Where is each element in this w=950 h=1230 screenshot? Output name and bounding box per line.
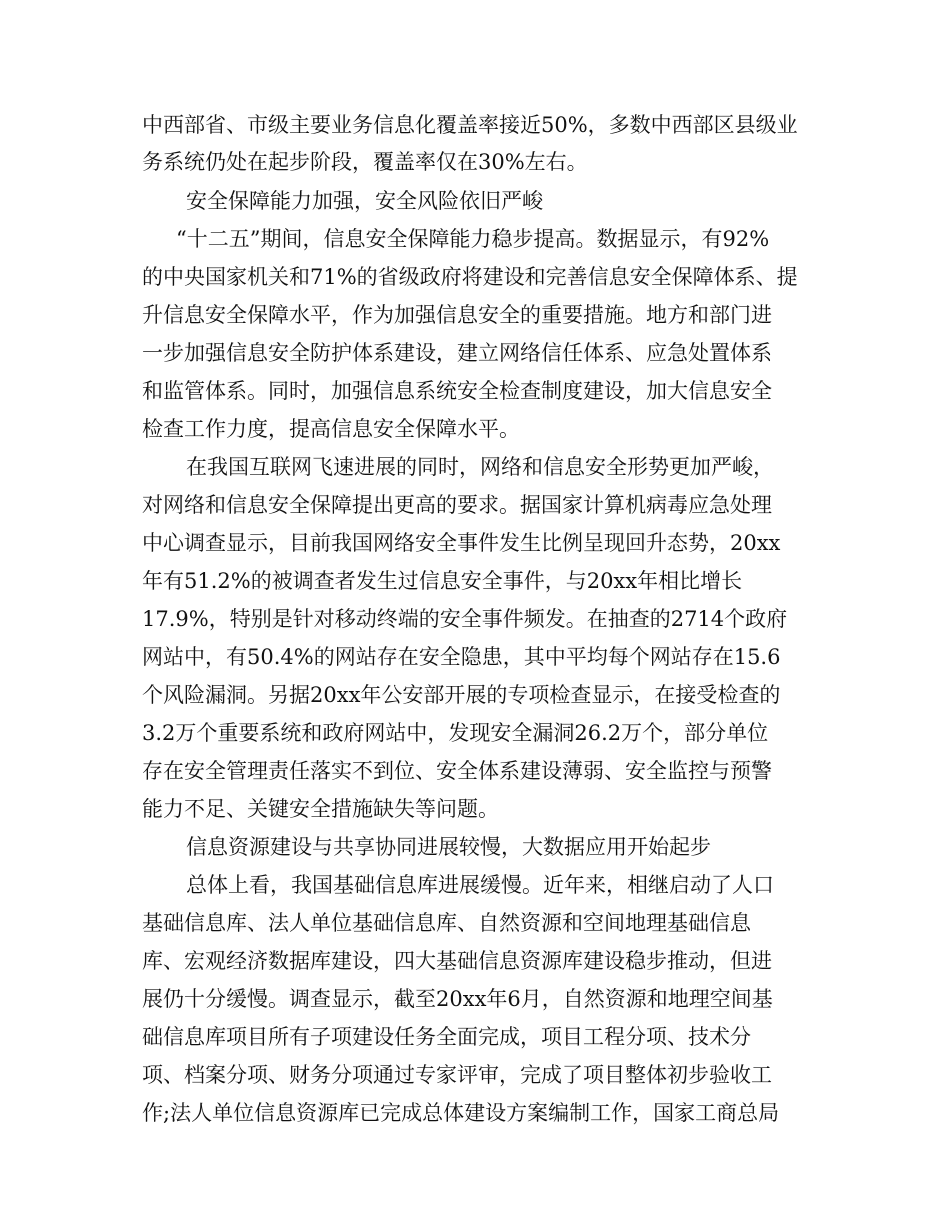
paragraph-start: 在我国互联网飞速进展的同时，网络和信息安全形势更加严峻， xyxy=(186,455,774,479)
text-line: 和监管体系。同时，加强信息系统安全检查制度建设，加大信息安全 xyxy=(142,379,772,403)
text-line: 基础信息库、法人单位基础信息库、自然资源和空间地理基础信息 xyxy=(142,911,751,935)
text-line: 个风险漏洞。另据20xx年公安部开展的专项检查显示，在接受检查的 xyxy=(142,683,781,707)
text-line: 库、宏观经济数据库建设，四大基础信息资源库建设稳步推动，但进 xyxy=(142,949,772,973)
text-line: 对网络和信息安全保障提出更高的要求。据国家计算机病毒应急处理 xyxy=(142,493,772,517)
text-line: 础信息库项目所有子项建设任务全面完成，项目工程分项、技术分 xyxy=(142,1025,751,1049)
text-line: 一步加强信息安全防护体系建设，建立网络信任体系、应急处置体系 xyxy=(142,341,772,365)
text-line: 务系统仍处在起步阶段，覆盖率仅在30%左右。 xyxy=(142,150,588,174)
text-line: 的中央国家机关和71%的省级政府将建设和完善信息安全保障体系、提 xyxy=(142,265,798,289)
text-line: 年有51.2%的被调查者发生过信息安全事件，与20xx年相比增长 xyxy=(142,569,743,593)
text-line: 网站中，有50.4%的网站存在安全隐患，其中平均每个网站存在15.6 xyxy=(142,645,781,669)
text-line: 中心调查显示，目前我国网络安全事件发生比例呈现回升态势，20xx xyxy=(142,531,781,555)
text-line: 项、档案分项、财务分项通过专家评审，完成了项目整体初步验收工 xyxy=(142,1063,772,1087)
text-line: 存在安全管理责任落实不到位、安全体系建设薄弱、安全监控与预警 xyxy=(142,759,772,783)
section-heading: 安全保障能力加强，安全风险依旧严峻 xyxy=(186,189,543,213)
text-line: 展仍十分缓慢。调查显示，截至20xx年6月，自然资源和地理空间基 xyxy=(142,987,773,1011)
text-line: 检查工作力度，提高信息安全保障水平。 xyxy=(142,417,520,441)
text-line: 升信息安全保障水平，作为加强信息安全的重要措施。地方和部门进 xyxy=(142,303,772,327)
text-line: 中西部省、市级主要业务信息化覆盖率接近50%，多数中西部区县级业 xyxy=(142,113,798,137)
paragraph-start: 总体上看，我国基础信息库进展缓慢。近年来，相继启动了人口 xyxy=(186,873,774,897)
section-heading: 信息资源建设与共享协同进展较慢，大数据应用开始起步 xyxy=(186,835,711,859)
text-line: 17.9%，特别是针对移动终端的安全事件频发。在抽查的2714个政府 xyxy=(142,607,788,631)
text-line: 能力不足、关键安全措施缺失等问题。 xyxy=(142,797,499,821)
paragraph-start: “十二五”期间，信息安全保障能力稳步提高。数据显示，有92% xyxy=(176,227,770,251)
text-line: 3.2万个重要系统和政府网站中，发现安全漏洞26.2万个，部分单位 xyxy=(142,721,769,745)
text-line: 作;法人单位信息资源库已完成总体建设方案编制工作，国家工商总局 xyxy=(142,1101,780,1125)
